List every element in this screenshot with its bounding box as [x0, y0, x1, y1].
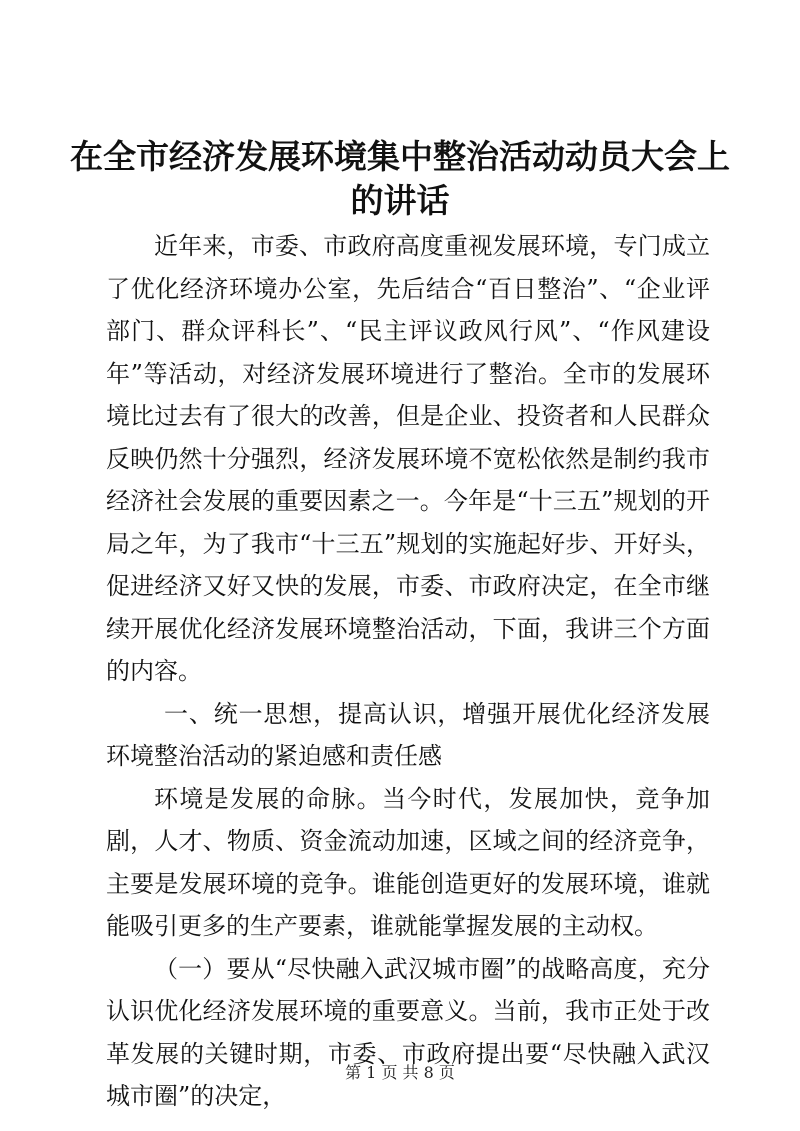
page-footer: 第 1 页 共 8 页 — [345, 1063, 455, 1082]
paragraph-environment: 环境是发展的命脉。当今时代，发展加快，竞争加剧，人才、物质、资金流动加速，区域之间的经济竞争，主要是发展环境的竞争。谁能创造更好的发展环境，谁就能吸引更多的生产要素，谁就能掌握发展的主动权。 — [106, 784, 710, 940]
document-body — [106, 225, 710, 1118]
paragraph-intro: 近年来，市委、市政府高度重视发展环境，专门成立了优化经济环境办公室，先后结合“百日整治”、“企业评部门、群众评科长”、“民主评议政风行风”、“作风建设年”等活动，对经济发展环境进行了整治。全市的发展环境比过去有了很大的改善，但是企业、投资者和人民群众反映仍然十分强烈，经济发展环境不宽松依然是制约我市经济社会发展的重要因素之一。今年是“十三五”规划的开局之年，为了我市“十三五”规划的实施起好步、开好头，促进经济又好又快的发展，市委、市政府决定，在全市继续开展优化经济发展环境整治活动，下面，我讲三个方面的内容。 — [106, 232, 710, 685]
subsection-heading-1: （一）要从“尽快融入武汉城市圈”的战略高度，充分认识优化经济发展环境的重要意义。当前，我市正处于改革发展的关键时期，市委、市政府提出要“尽快融入武汉城市圈”的决定， — [106, 954, 710, 1110]
section-heading-1: 一、统一思想，提高认识，增强开展优化经济发展环境整治活动的紧迫感和责任感 — [106, 699, 710, 770]
document-title: 在全市经济发展环境集中整治活动动员大会上的讲话 — [70, 137, 730, 220]
